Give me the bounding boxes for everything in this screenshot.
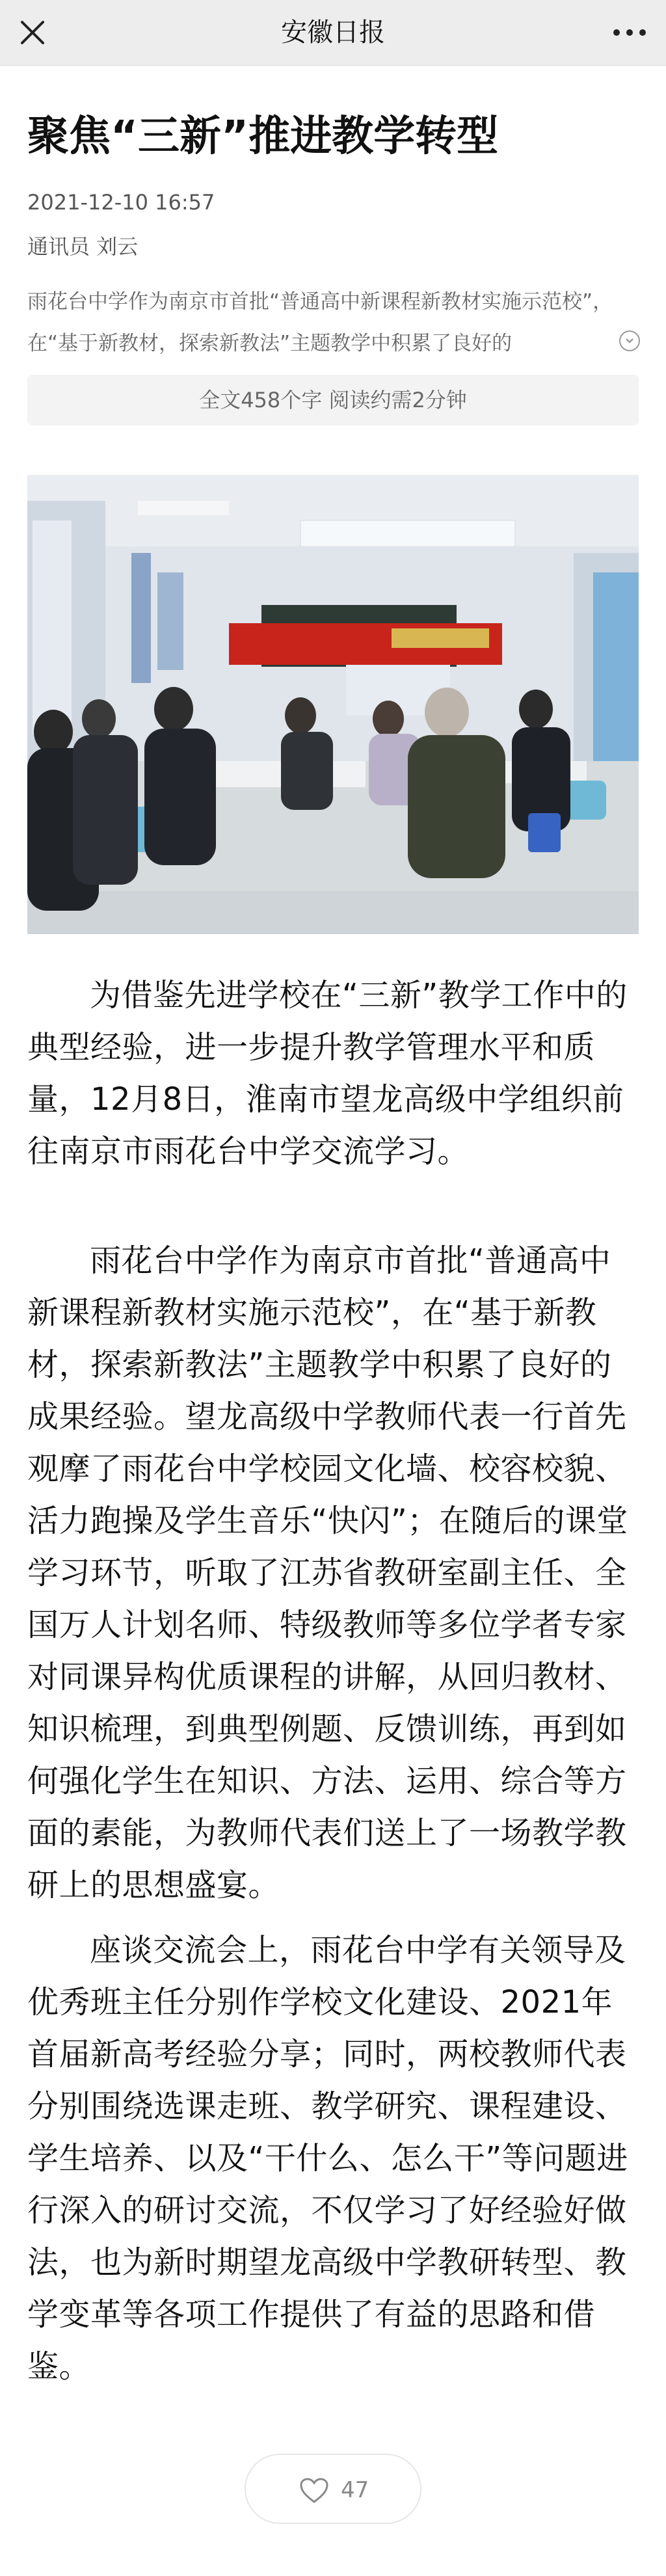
article-paragraph: 雨花台中学作为南京市首批“普通高中新课程新教材实施示范校”，在“基于新教材，探索新教法”主题教学中积累了良好的成果经验。望龙高级中学教师代表一行首先观摩了雨花台中学校园文化墙、校容校貌、活力跑操及学生音乐“快闪”；在随后的课堂学习环节，听取了江苏省教研室副主任、全国万人计划名师、特级教师等多位学者专家对同课异构优质课程的讲解，从回归教材、知识梳理，到典型例题、反馈训练，再到如何强化学生在知识、方法、运用、综合等方面的素能，为教师代表们送上了一场教学教研上的思想盛宴。	[27, 1242, 628, 1903]
publish-date: 2021-12-10 16:57	[27, 190, 215, 215]
more-icon[interactable]	[610, 17, 649, 48]
article-paragraph: 座谈交流会上，雨花台中学有关领导及优秀班主任分别作学校文化建设、2021年首届新高考经验分享；同时，两校教师代表分别围绕选课走班、教学研究、课程建设、学生培养、以及“干什么、怎么干”等问题进行深入的研讨交流，不仅学习了好经验好做法，也为新时期望龙高级中学教研转型、教学变革等各项工作提供了有益的思路和借鉴。	[27, 1932, 628, 2385]
expand-summary-icon[interactable]	[619, 330, 640, 351]
article-paragraph: 为借鉴先进学校在“三新”教学工作中的典型经验，进一步提升教学管理水平和质量，12月8日，淮南市望龙高级中学组织前往南京市雨花台中学交流学习。	[27, 977, 628, 1170]
article-title: 聚焦“三新”推进教学转型	[27, 113, 499, 161]
top-bar	[0, 0, 666, 66]
heart-icon	[299, 2477, 329, 2504]
article-summary: 雨花台中学作为南京市首批“普通高中新课程新教材实施示范校”，在“基于新教材，探索新教法”主题教学中积累了良好的	[27, 290, 613, 355]
author-line: 通讯员 刘云	[27, 234, 139, 259]
read-info-bar: 全文458个字 阅读约需2分钟	[27, 375, 639, 425]
like-button[interactable]	[245, 2454, 421, 2524]
article-photo	[27, 475, 639, 934]
page-title: 安徽日报	[281, 18, 385, 47]
like-count: 47	[341, 2477, 369, 2503]
